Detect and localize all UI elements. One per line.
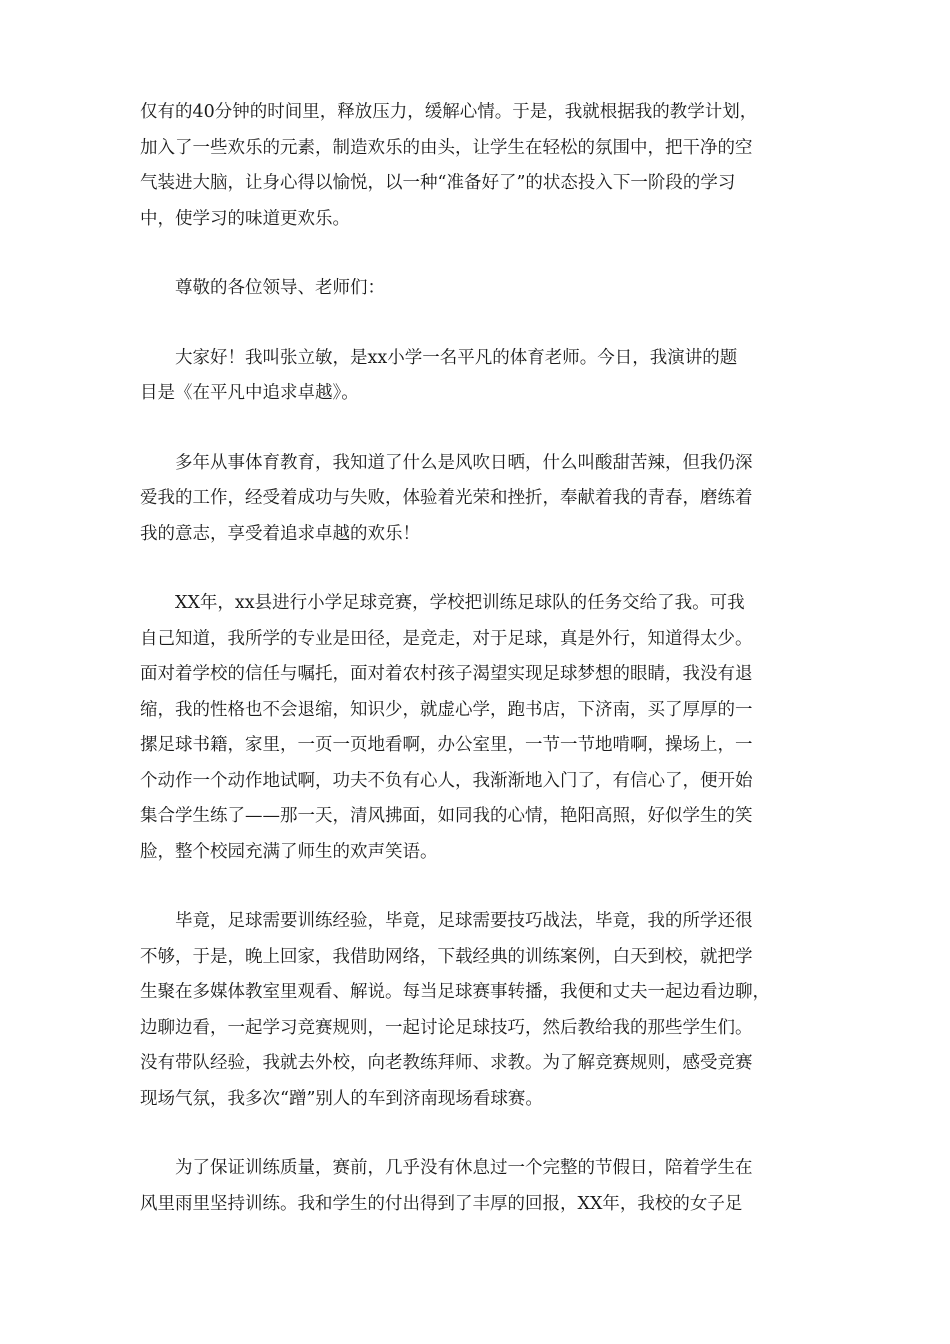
text-line: 个动作一个动作地试啊，功夫不负有心人，我渐渐地入门了，有信心了，便开始 (140, 770, 753, 791)
paragraph (140, 904, 812, 1117)
text-line: 没有带队经验，我就去外校，向老教练拜师、求教。为了解竞赛规则，感受竞赛 (140, 1053, 753, 1073)
paragraph (140, 271, 812, 307)
paragraph (140, 95, 812, 237)
paragraph (140, 586, 812, 870)
paragraph-gap (140, 870, 812, 904)
text-line: 我的意志，享受着追求卓越的欢乐！ (140, 523, 420, 544)
text-line: 多年从事体育教育，我知道了什么是风吹日晒，什么叫酸甜苦辣，但我仍深 (140, 452, 753, 473)
text-line: 边聊边看，一起学习竞赛规则，一起讨论足球技巧，然后教给我的那些学生们。 (140, 1017, 753, 1038)
text-line: 缩，我的性格也不会退缩，知识少，就虚心学，跑书店，下济南，买了厚厚的一 (140, 699, 753, 720)
text-line: 大家好！我叫张立敏，是xx小学一名平凡的体育老师。今日，我演讲的题 (140, 347, 738, 368)
text-line: 风里雨里坚持训练。我和学生的付出得到了丰厚的回报，XX年，我校的女子足 (140, 1193, 743, 1214)
document-body (140, 95, 812, 1222)
text-line: 自己知道，我所学的专业是田径，是竞走，对于足球，真是外行，知道得太少。 (140, 628, 753, 649)
text-line: 现场气氛，我多次“蹭”别人的车到济南现场看球赛。 (140, 1088, 543, 1109)
text-line: 目是《在平凡中追求卓越》。 (140, 383, 359, 403)
text-line: 生聚在多媒体教室里观看、解说。每当足球赛事转播，我便和丈夫一起边看边聊， (140, 982, 770, 1002)
text-line: 气装进大脑，让身心得以愉悦，以一种“准备好了”的状态投入下一阶段的学习 (140, 173, 736, 193)
paragraph-gap (140, 307, 812, 341)
paragraph-gap (140, 552, 812, 586)
text-line: 摞足球书籍，家里，一页一页地看啊，办公室里，一节一节地啃啊，操场上，一 (140, 735, 753, 755)
paragraph-gap (140, 1117, 812, 1151)
text-line: 脸，整个校园充满了师生的欢声笑语。 (140, 841, 438, 862)
text-line: 中，使学习的味道更欢乐。 (140, 208, 350, 229)
paragraph (140, 1151, 812, 1222)
text-line: XX年，xx县进行小学足球竞赛，学校把训练足球队的任务交给了我。可我 (140, 593, 745, 613)
paragraph-gap (140, 237, 812, 271)
text-line: 不够，于是，晚上回家，我借助网络，下载经典的训练案例，白天到校，就把学 (140, 946, 753, 967)
paragraph-gap (140, 412, 812, 446)
text-line: 加入了一些欢乐的元素，制造欢乐的由头，让学生在轻松的氛围中，把干净的空 (140, 137, 753, 158)
text-line: 仅有的40分钟的时间里，释放压力，缓解心情。于是，我就根据我的教学计划， (140, 102, 758, 122)
paragraph (140, 446, 812, 553)
text-line: 毕竟，足球需要训练经验，毕竟，足球需要技巧战法，毕竟，我的所学还很 (140, 911, 753, 931)
text-line: 面对着学校的信任与嘱托，面对着农村孩子渴望实现足球梦想的眼睛，我没有退 (140, 664, 753, 684)
salutation-line: 尊敬的各位领导、老师们： (140, 278, 385, 298)
paragraph (140, 341, 812, 412)
text-line: 爱我的工作，经受着成功与失败，体验着光荣和挫折，奉献着我的青春，磨练着 (140, 488, 753, 508)
text-line: 集合学生练了——那一天，清风拂面，如同我的心情，艳阳高照，好似学生的笑 (140, 806, 753, 826)
text-line: 为了保证训练质量，赛前，几乎没有休息过一个完整的节假日，陪着学生在 (140, 1158, 753, 1178)
